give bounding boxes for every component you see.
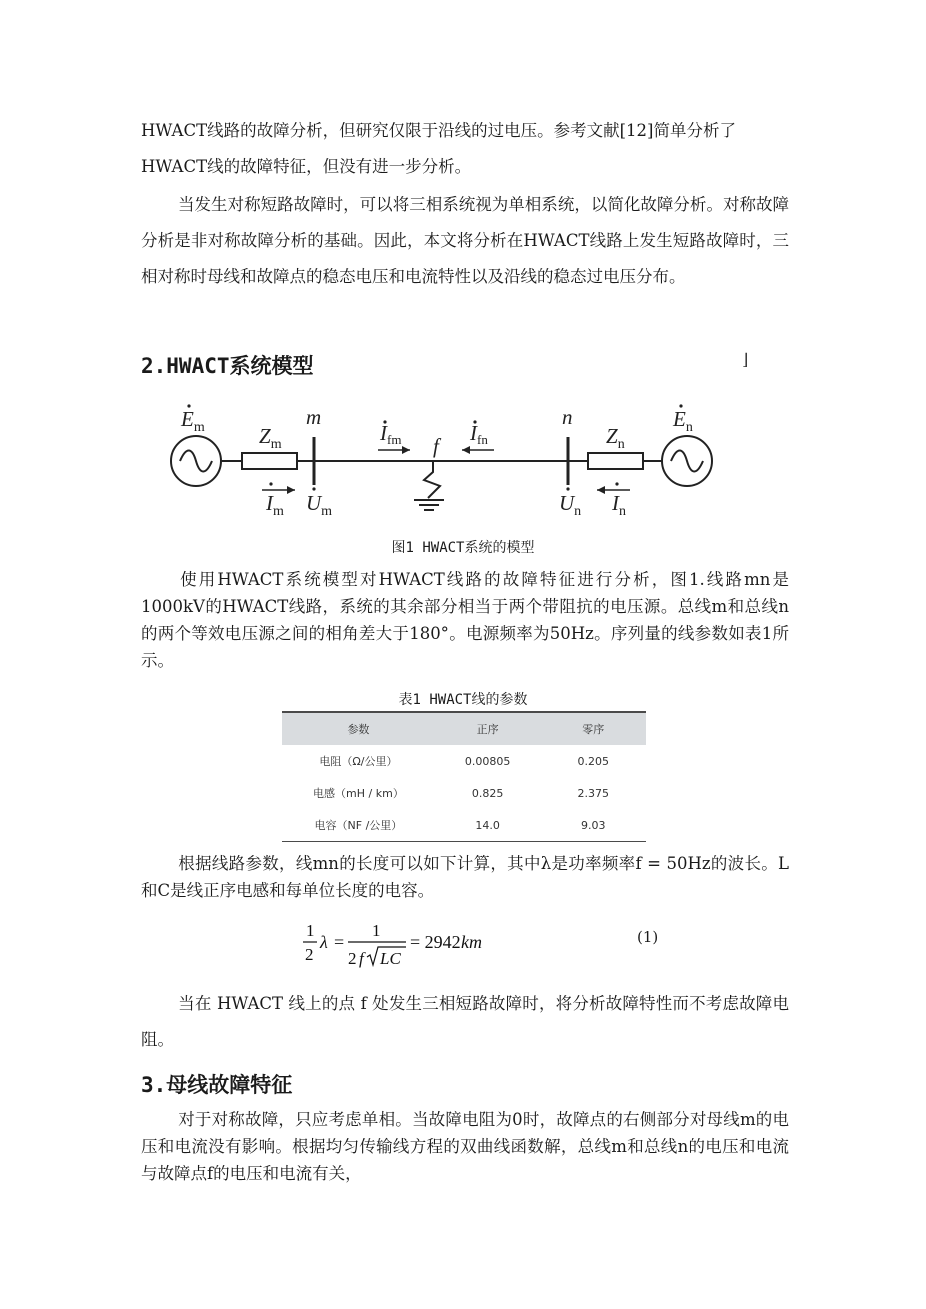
label-em: $E_m$ (181, 407, 205, 435)
table-header-cell: 参数 (282, 712, 435, 745)
paragraph-three-phase-fault-text: 当在 HWACT 线上的点 f 处发生三相短路故障时，将分析故障特性而不考虑故障电阻。 (141, 994, 789, 1049)
table-cell: 0.825 (471, 786, 504, 800)
label-ifn: Ifn (470, 421, 488, 447)
paragraph-model-description (141, 566, 789, 674)
eq-result: = 2942 (410, 932, 461, 952)
table-row (282, 809, 646, 842)
table-cell: 电阻（Ω/公里） (319, 755, 398, 768)
parameters-table (282, 711, 646, 842)
paragraph-symmetric-fault (141, 187, 789, 295)
label-zm: $Z_m$ (259, 424, 282, 452)
intro-paragraph (141, 113, 789, 185)
corner-mark: ⌋ (742, 350, 749, 369)
equation-1-number: (1) (637, 928, 659, 946)
label-in: $I_n$ (612, 491, 626, 519)
section-2-heading: 2.HWACT系统模型 (141, 354, 314, 378)
figure-1-diagram (0, 400, 926, 530)
eq-frac-denominator-radicand: LC (380, 949, 401, 968)
label-en: $E_n$ (673, 407, 693, 435)
eq-frac-denominator-2: 2 (348, 949, 357, 968)
table-cell: 电感（mH / km） (313, 787, 404, 800)
fault-symbol (424, 461, 440, 498)
table-header-row (282, 712, 646, 745)
eq-unit: km (461, 932, 482, 952)
paragraph-wavelength-text: 根据线路参数，线mn的长度可以如下计算，其中λ是功率频率f = 50Hz的波长。L和C是线正序电感和每单位长度的电容。 (141, 854, 789, 900)
table-header-cell: 正序 (435, 712, 541, 745)
source-m-sine-icon (180, 451, 212, 472)
label-fault-f: f (433, 434, 439, 458)
table-cell: 2.375 (577, 786, 609, 800)
paragraph-bus-fault-text: 对于对称故障，只应考虑单相。当故障电阻为0时，故障点的右侧部分对母线m的电压和电流没有影响。根据均匀传输线方程的双曲线函数解，总线m和总线n的电压和电流与故障点f的电压和电流有关， (141, 1110, 789, 1183)
label-bus-m: m (306, 405, 322, 429)
label-im: $I_m$ (266, 491, 284, 519)
label-zn: $Z_n$ (606, 424, 625, 452)
paragraph-bus-fault (141, 1106, 789, 1187)
eq-equals: = (334, 932, 345, 952)
table-cell: 9.03 (540, 809, 646, 842)
equation-1 (300, 912, 800, 972)
label-bus-n: n (562, 405, 573, 429)
paragraph-wavelength (141, 850, 789, 904)
label-ifm: Ifm (380, 421, 402, 447)
eq-frac-numerator: 1 (372, 921, 381, 940)
figure-1-caption: 图1 HWACT系统的模型 (391, 540, 535, 556)
paragraph-model-description-text: 使用HWACT系统模型对HWACT线路的故障特征进行分析，图1.线路mn是1000kV的HWACT线路，系统的其余部分相当于两个带阻抗的电压源。总线m和总线n的两个等效电压源之间的相角差大于180°。电源频率为50Hz。序列量的线参数如表1所示。 (141, 570, 789, 670)
arrow-ifm-icon (378, 446, 410, 454)
table-cell: 0.00805 (464, 754, 511, 768)
source-n-sine-icon (671, 451, 703, 472)
table-1-caption: 表1 HWACT线的参数 (398, 692, 528, 708)
paragraph-symmetric-fault-text: 当发生对称短路故障时，可以将三相系统视为单相系统，以简化故障分析。对称故障分析是非对称故障分析的基础。因此，本文将分析在HWACT线路上发生短路故障时，三相对称时母线和故障点的稳态电压和电流特性以及沿线的稳态过电压分布。 (141, 195, 789, 286)
table-cell: 0.205 (577, 754, 609, 768)
impedance-zm-box (242, 453, 297, 469)
intro-line-1: HWACT线路的故障分析，但研究仅限于沿线的过电压。参考文献[12]简单分析了 (141, 121, 736, 140)
table-row (282, 745, 646, 777)
table-row (282, 777, 646, 809)
intro-line-2: HWACT线的故障特征，但没有进一步分析。 (141, 157, 472, 176)
eq-half-numerator: 1 (306, 921, 315, 940)
paragraph-three-phase-fault (141, 986, 789, 1058)
label-un: $U_n$ (559, 491, 582, 519)
eq-lambda: λ (320, 932, 328, 952)
table-cell: 14.0 (435, 809, 541, 842)
label-um: $U_m$ (306, 491, 333, 519)
eq-frac-denominator-f: f (359, 949, 364, 968)
arrow-ifn-icon (462, 446, 494, 454)
impedance-zn-box (588, 453, 643, 469)
table-header-cell: 零序 (540, 712, 646, 745)
table-cell: 电容（NF /公里） (282, 809, 435, 842)
section-3-heading: 3.母线故障特征 (141, 1073, 293, 1097)
eq-half-denominator: 2 (305, 945, 314, 964)
